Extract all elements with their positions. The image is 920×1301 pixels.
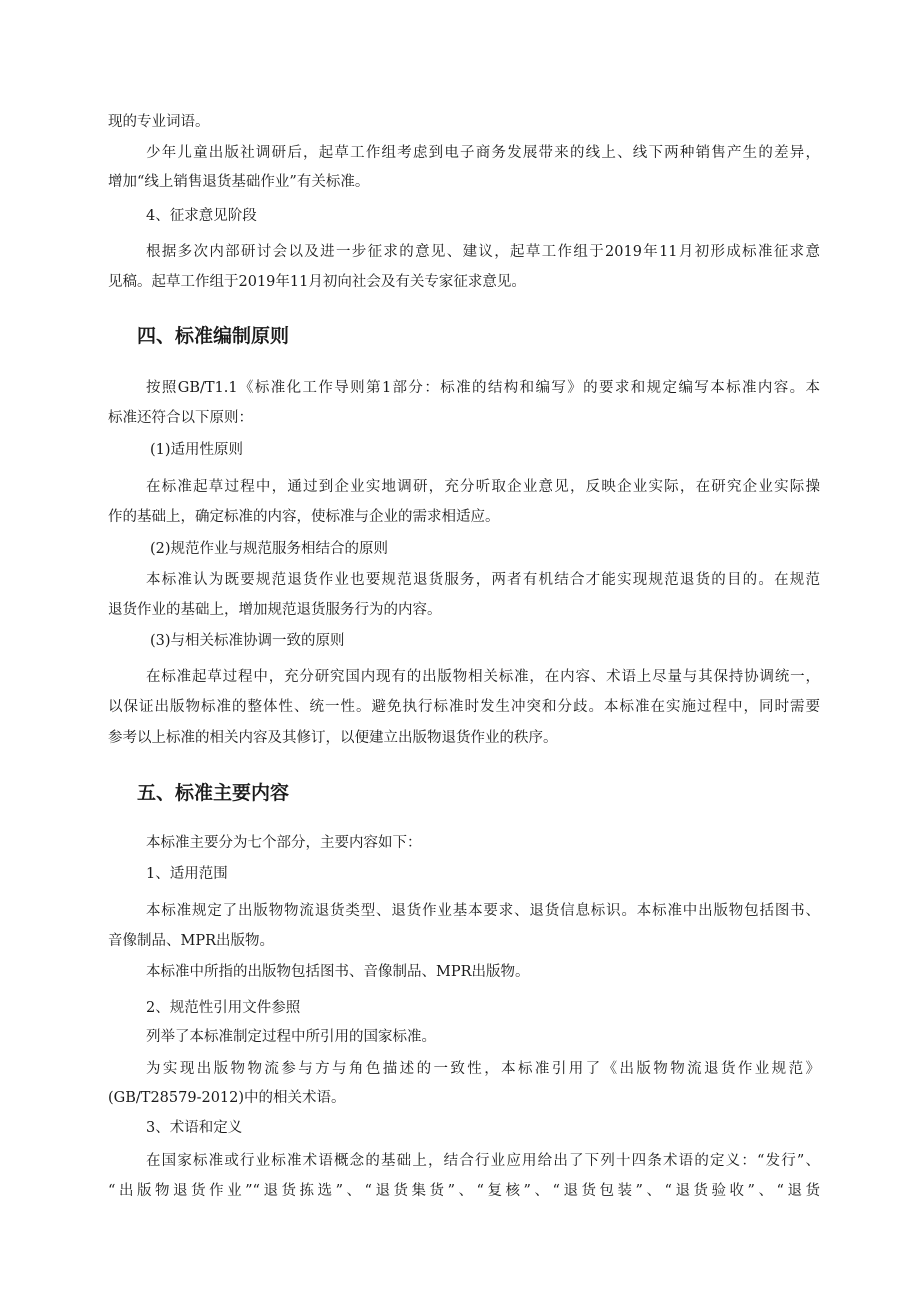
text-line: 列举了本标准制定过程中所引用的国家标准。 bbox=[146, 1029, 436, 1045]
section-subheading: 3、术语和定义 bbox=[146, 1120, 243, 1136]
text-line: “出版物退货作业”“退货拣选”、“退货集货”、“复核”、“退货包装”、“退货验收”、“退货 bbox=[108, 1183, 820, 1199]
text-line: 音像制品、MPR出版物。 bbox=[108, 933, 275, 949]
text-line: (GB/T28579-2012)中的相关术语。 bbox=[108, 1090, 346, 1106]
text-line: 本标准认为既要规范退货作业也要规范退货服务，两者有机结合才能实现规范退货的目的。在规范 bbox=[146, 572, 820, 588]
text-line: 在标准起草过程中，充分研究国内现有的出版物相关标准，在内容、术语上尽量与其保持协调统一， bbox=[146, 669, 820, 685]
text-line: 按照GB/T1.1《标准化工作导则第1部分：标准的结构和编写》的要求和规定编写本标准内容。本 bbox=[146, 380, 820, 396]
text-line: 为实现出版物物流参与方与角色描述的一致性，本标准引用了《出版物物流退货作业规范》 bbox=[146, 1061, 820, 1077]
list-item-heading: (1)适用性原则 bbox=[150, 442, 244, 458]
text-line: 本标准主要分为七个部分，主要内容如下： bbox=[146, 835, 422, 851]
section-subheading: 2、规范性引用文件参照 bbox=[146, 1000, 301, 1016]
text-line: 本标准规定了出版物物流退货类型、退货作业基本要求、退货信息标识。本标准中出版物包括图书、 bbox=[146, 903, 820, 919]
section-heading-principles: 四、标准编制原则 bbox=[137, 325, 290, 347]
text-line: 在国家标准或行业标准术语概念的基础上，结合行业应用给出了下列十四条术语的定义：“发行”、 bbox=[146, 1153, 820, 1169]
text-line: 在标准起草过程中，通过到企业实地调研，充分听取企业意见，反映企业实际，在研究企业实际操 bbox=[146, 479, 820, 495]
text-line: 根据多次内部研讨会以及进一步征求的意见、建议，起草工作组于2019年11月初形成标准征求意 bbox=[146, 244, 820, 260]
list-item-heading: (3)与相关标准协调一致的原则 bbox=[150, 633, 345, 649]
text-line: 少年儿童出版社调研后，起草工作组考虑到电子商务发展带来的线上、线下两种销售产生的差异， bbox=[146, 145, 820, 161]
text-line: 现的专业词语。 bbox=[108, 114, 210, 130]
text-line: 以保证出版物标准的整体性、统一性。避免执行标准时发生冲突和分歧。本标准在实施过程中，同时需要 bbox=[108, 699, 820, 715]
section-subheading: 4、征求意见阶段 bbox=[146, 208, 257, 224]
text-line: 见稿。起草工作组于2019年11月初向社会及有关专家征求意见。 bbox=[108, 274, 526, 290]
text-line: 增加“线上销售退货基础作业”有关标准。 bbox=[108, 174, 370, 190]
text-line: 标准还符合以下原则： bbox=[108, 410, 253, 426]
section-subheading: 1、适用范围 bbox=[146, 866, 228, 882]
text-line: 作的基础上，确定标准的内容，使标准与企业的需求相适应。 bbox=[108, 509, 500, 525]
text-line: 退货作业的基础上，增加规范退货服务行为的内容。 bbox=[108, 602, 442, 618]
text-line: 参考以上标准的相关内容及其修订，以便建立出版物退货作业的秩序。 bbox=[108, 730, 558, 746]
list-item-heading: (2)规范作业与规范服务相结合的原则 bbox=[150, 541, 389, 557]
section-heading-main-content: 五、标准主要内容 bbox=[137, 782, 290, 804]
text-line: 本标准中所指的出版物包括图书、音像制品、MPR出版物。 bbox=[146, 964, 530, 980]
